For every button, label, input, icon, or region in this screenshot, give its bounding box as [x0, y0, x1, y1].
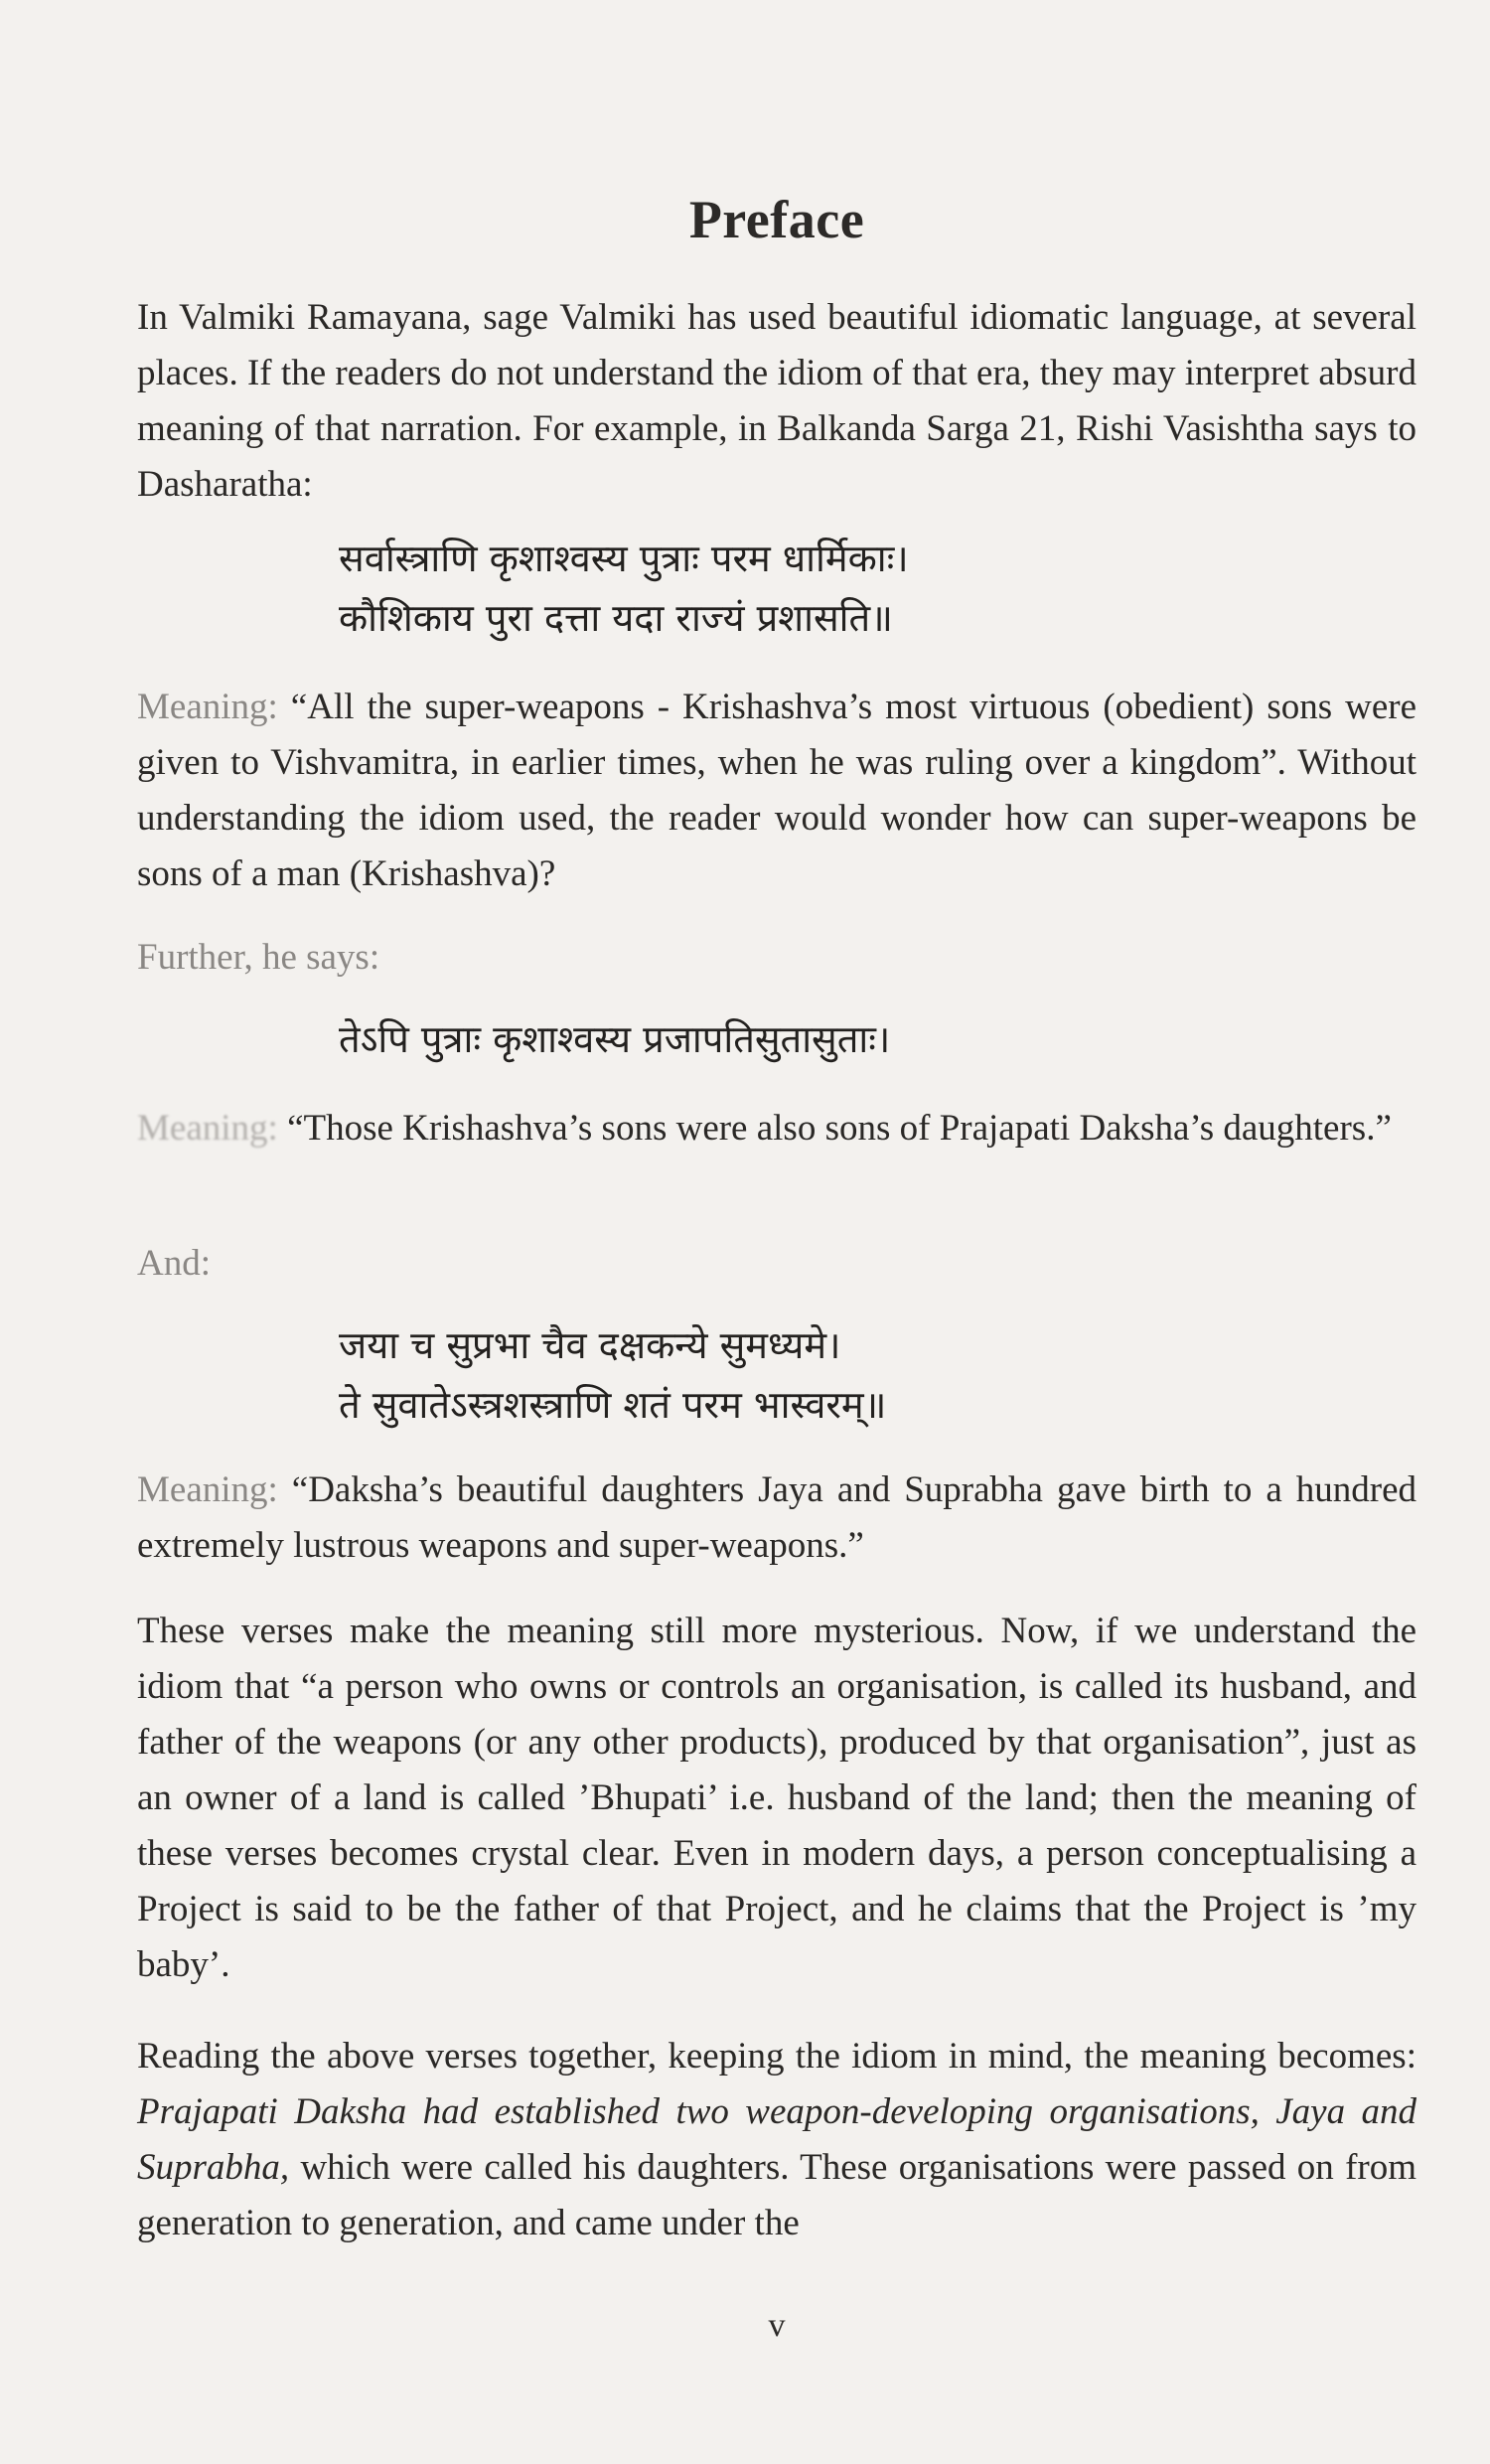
page-number: v — [768, 2307, 786, 2344]
reading-paragraph — [137, 2029, 1416, 2251]
book-page — [137, 0, 1416, 2464]
reading-lead: Reading the above verses together, keeping the idiom in mind, the meaning becomes: — [137, 2036, 1416, 2077]
meaning-1-paragraph — [137, 680, 1416, 902]
verse-2 — [339, 1009, 890, 1069]
meaning-2-label: Meaning: — [137, 1108, 278, 1149]
intro-paragraph: In Valmiki Ramayana, sage Valmiki has used beautiful idiomatic language, at several places. If the readers do not understand the idiom of that era, they may interpret absurd meaning of that narration. For example, in Balkanda Sarga 21, Rishi Vasishtha says to Dasharatha: — [137, 297, 1416, 505]
meaning-1-label: Meaning: — [137, 687, 278, 727]
and-paragraph: And: — [137, 1243, 211, 1284]
mysterious-paragraph: These verses make the meaning still more mysterious. Now, if we understand the idiom that “a person who owns or controls an organisation, is called its husband, and father of the weapons (or any other products), produced by that organisation”, just as an owner of a land is called ’Bhupati’ i.e. husband of the land; then the meaning of these verses becomes crystal clear. Even in modern days, a person conceptualising a Project is said to be the father of that Project, and he claims that the Project is ’my baby’. — [137, 1611, 1416, 1985]
page-title: Preface — [688, 190, 865, 249]
further-paragraph: Further, he says: — [137, 937, 380, 978]
meaning-3-text: “Daksha’s beautiful daughters Jaya and Suprabha gave birth to a hundred extremely lustrous weapons and super-weapons.” — [137, 1469, 1416, 1566]
reading-tail: which were called his daughters. These organisations were passed on from generation to generation, and came under the — [137, 2147, 1416, 2243]
meaning-2-paragraph — [137, 1101, 1416, 1156]
meaning-3-paragraph — [137, 1463, 1416, 1574]
verse-3-line-2: ते सुवातेऽस्त्रशस्त्राणि शतं परम भास्वरम्॥ — [339, 1383, 887, 1427]
verse-1-line-1: सर्वास्त्राणि कृशाश्वस्य पुत्राः परम धार्मिकाः। — [339, 537, 909, 580]
verse-1-line-2: कौशिकाय पुरा दत्ता यदा राज्यं प्रशासति॥ — [339, 596, 893, 640]
meaning-2-text: “Those Krishashva’s sons were also sons of Prajapati Daksha’s daughters.” — [277, 1108, 1392, 1149]
verse-2-line-1: तेऽपि पुत्राः कृशाश्वस्य प्रजापतिसुतासुताः। — [339, 1017, 891, 1061]
verse-1 — [339, 529, 909, 648]
meaning-1-text: “All the super-weapons - Krishashva’s most virtuous (obedient) sons were given to Vishvamitra, in earlier times, when he was ruling over a kingdom”. Without understanding the idiom used, the reader would wonder how can super-weapons be sons of a man (Krishashva)? — [137, 687, 1416, 894]
verse-3-line-1: जया च सुप्रभा चैव दक्षकन्ये सुमध्यमे। — [339, 1323, 841, 1367]
meaning-3-label: Meaning: — [137, 1469, 278, 1510]
reading-italic: Prajapati Daksha had established two weapon-developing organisations, Jaya and Suprabha, — [137, 2091, 1416, 2188]
verse-3 — [339, 1315, 886, 1435]
